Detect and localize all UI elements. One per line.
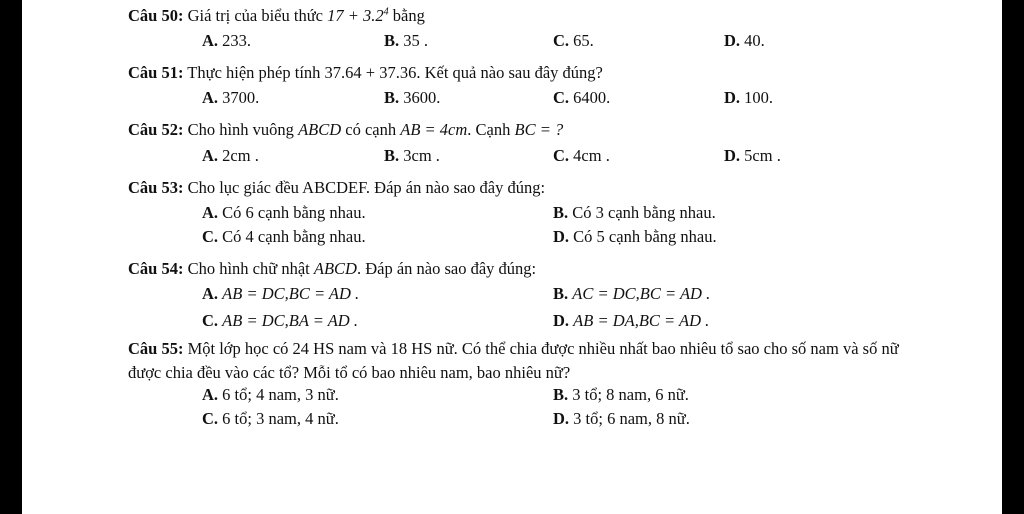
option-key: D. [553,227,570,246]
option-key: B. [553,284,569,303]
expr: 17 + 3.2 [327,6,384,25]
option-54-b[interactable] [553,284,710,304]
math-expression-2: AB = 4cm [400,120,468,139]
option-key: C. [202,409,219,428]
question-text-end: . Kết quả nào sau đây đúng? [416,63,603,82]
question-label: Câu 52: [128,120,184,139]
math-expression: 37.64 + 37.36 [324,63,417,82]
option-55-a[interactable] [202,385,339,405]
question-label: Câu 51: [128,63,184,82]
option-54-c[interactable] [202,311,358,331]
question-label: Câu 55: [128,339,184,358]
option-51-d[interactable] [724,88,773,108]
option-value: 3cm . [403,146,440,165]
option-value: Có 3 cạnh bằng nhau. [572,203,716,222]
option-key: A. [202,146,219,165]
question-51 [128,63,603,83]
option-key: B. [384,146,400,165]
option-key: A. [202,31,219,50]
option-key: C. [202,311,219,330]
document-page [22,0,1002,514]
option-value: 3600. [403,88,441,107]
question-label: Câu 54: [128,259,184,278]
option-key: C. [553,88,570,107]
question-text-mid-2: . Cạnh [467,120,515,139]
option-55-c[interactable] [202,409,339,429]
math-expression [327,6,389,25]
option-value: 5cm . [744,146,781,165]
option-key: B. [553,385,569,404]
question-label: Câu 53: [128,178,184,197]
option-key: A. [202,385,219,404]
option-key: A. [202,203,219,222]
option-key: D. [724,146,741,165]
option-53-a[interactable] [202,203,366,223]
math-expression-3: BC = ? [514,120,564,139]
option-key: C. [202,227,219,246]
question-54 [128,259,536,279]
question-50 [128,6,425,26]
question-text: Cho lục giác đều ABCDEF. Đáp án nào sao đây đúng: [187,178,546,197]
option-value: 6400. [573,88,611,107]
question-text: Cho hình vuông [187,120,299,139]
option-value: 40. [744,31,765,50]
option-55-b[interactable] [553,385,689,405]
option-53-d[interactable] [553,227,717,247]
option-52-d[interactable] [724,146,781,166]
option-value: Có 5 cạnh bằng nhau. [573,227,717,246]
option-value: AC = DC,BC = AD . [572,284,711,303]
option-value: 3700. [222,88,260,107]
option-50-d[interactable] [724,31,765,51]
option-value: 35 . [403,31,429,50]
option-52-b[interactable] [384,146,440,166]
question-55 [128,337,918,385]
option-key: D. [724,88,741,107]
option-value: 233. [222,31,252,50]
option-53-c[interactable] [202,227,366,247]
option-52-c[interactable] [553,146,610,166]
question-text: Thực hiện phép tính [187,63,325,82]
option-key: B. [384,31,400,50]
option-54-d[interactable] [553,311,709,331]
option-key: B. [553,203,569,222]
question-text-mid: có cạnh [341,120,401,139]
question-text-end: . Đáp án nào sao đây đúng: [356,259,537,278]
option-51-c[interactable] [553,88,610,108]
option-value: Có 4 cạnh bằng nhau. [222,227,366,246]
option-50-c[interactable] [553,31,594,51]
question-53 [128,178,545,198]
question-52 [128,120,563,140]
option-51-b[interactable] [384,88,440,108]
option-key: A. [202,284,219,303]
question-label: Câu 50: [128,6,184,25]
question-text: Cho hình chữ nhật [187,259,314,278]
question-text: Giá trị của biểu thức [187,6,328,25]
option-50-b[interactable] [384,31,428,51]
option-value: AB = DC,BA = AD . [222,311,358,330]
option-value: Có 6 cạnh bằng nhau. [222,203,366,222]
option-value: 4cm . [573,146,610,165]
option-50-a[interactable] [202,31,251,51]
option-value: 6 tổ; 3 nam, 4 nữ. [222,409,339,428]
option-key: B. [384,88,400,107]
question-text-end: bằng [388,6,425,25]
option-53-b[interactable] [553,203,716,223]
option-value: 65. [573,31,594,50]
option-value: 100. [744,88,774,107]
option-value: 2cm . [222,146,259,165]
option-key: D. [553,409,570,428]
option-value: AB = DA,BC = AD . [573,311,710,330]
option-value: 3 tổ; 6 nam, 8 nữ. [573,409,690,428]
option-51-a[interactable] [202,88,259,108]
exponent: 4 [383,6,389,18]
option-key: C. [553,31,570,50]
option-key: D. [553,311,570,330]
option-key: C. [553,146,570,165]
question-text: Một lớp học có 24 HS nam và 18 HS nữ. Có thể chia được nhiều nhất bao nhiêu tổ sao cho số nam và số nữ được chia đều vào các tổ? Mỗi tổ có bao nhiêu nam, bao nhiêu nữ? [128,339,899,382]
math-expression: ABCD [313,259,357,278]
option-52-a[interactable] [202,146,259,166]
option-key: A. [202,88,219,107]
option-value: AB = DC,BC = AD . [222,284,360,303]
option-55-d[interactable] [553,409,690,429]
option-value: 3 tổ; 8 nam, 6 nữ. [572,385,689,404]
math-expression: ABCD [298,120,342,139]
option-value: 6 tổ; 4 nam, 3 nữ. [222,385,339,404]
option-54-a[interactable] [202,284,359,304]
option-key: D. [724,31,741,50]
